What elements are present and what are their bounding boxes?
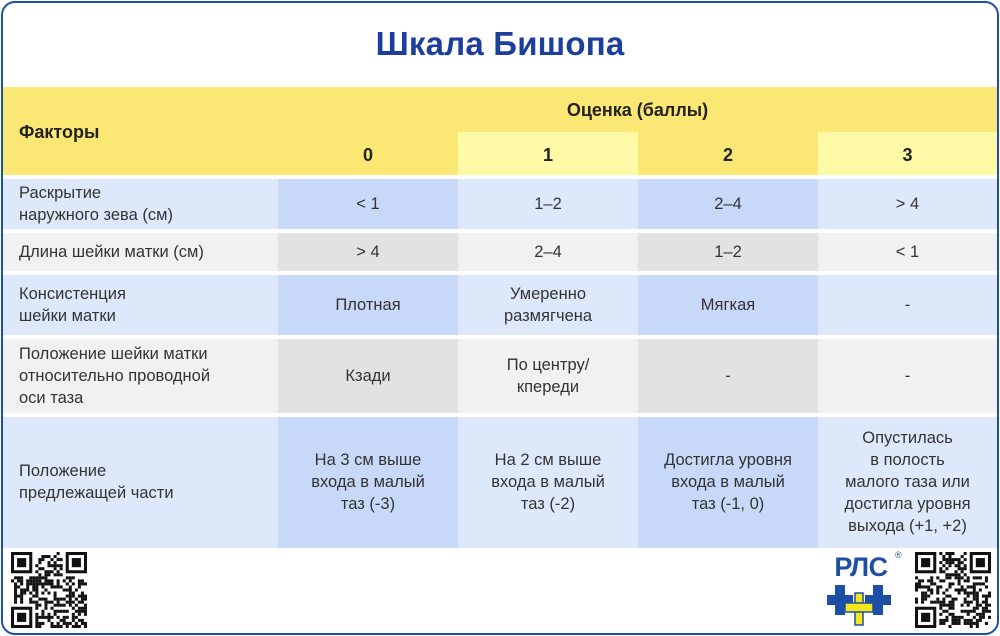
factor-cell-text: Положение предлежащей части xyxy=(19,461,174,502)
score-cell-text: 1–2 xyxy=(534,195,562,213)
score-cell xyxy=(818,231,997,273)
factor-cell-text: Длина шейки матки (см) xyxy=(19,243,204,261)
score-cell-text: Опустилась в полость малого таза или достигла уровня выхода (+1, +2) xyxy=(844,428,971,535)
factor-cell-text: Раскрытие наружного зева (см) xyxy=(19,184,173,224)
factor-cell xyxy=(3,273,278,337)
row-divider xyxy=(3,271,997,275)
score-cell xyxy=(818,337,997,415)
score-cell xyxy=(278,337,458,415)
score-cell-text: < 1 xyxy=(356,195,380,213)
score-header-text: Оценка (баллы) xyxy=(566,99,709,120)
score-column-0 xyxy=(278,132,458,177)
score-cell-text: 1–2 xyxy=(714,243,742,261)
factors-header xyxy=(3,87,278,177)
score-cell-text: 2–4 xyxy=(714,195,742,213)
factor-cell xyxy=(3,177,278,231)
rls-logo-text: РЛС xyxy=(834,552,888,582)
row-divider xyxy=(3,413,997,417)
score-cell-text: 2–4 xyxy=(534,243,562,261)
factors-header-text: Факторы xyxy=(19,122,100,142)
score-cell xyxy=(818,177,997,231)
score-cell-text: - xyxy=(904,367,911,385)
score-cell xyxy=(278,415,458,548)
row-divider xyxy=(3,229,997,233)
score-cell xyxy=(458,415,638,548)
score-column-1-text: 1 xyxy=(542,144,553,165)
score-cell xyxy=(278,273,458,337)
factor-cell xyxy=(3,415,278,548)
score-cell-text: > 4 xyxy=(895,195,920,213)
score-cell-text: Кзади xyxy=(345,367,391,385)
score-cell-text: На 3 см выше входа в малый таз (-3) xyxy=(311,450,425,513)
score-column-2 xyxy=(638,132,818,177)
score-column-1 xyxy=(458,132,638,177)
score-cell-text: - xyxy=(725,367,731,385)
registered-mark: ® xyxy=(895,550,902,560)
score-cell xyxy=(818,273,997,337)
score-column-0-text: 0 xyxy=(362,144,373,165)
score-cell-text: Умеренно размягчена xyxy=(503,285,593,325)
qr-code-left[interactable] xyxy=(11,552,87,628)
score-cell xyxy=(458,177,638,231)
score-cell-text: Достигла уровня входа в малый таз (-1, 0) xyxy=(664,450,792,513)
score-cell-text: > 4 xyxy=(356,243,380,261)
row-divider xyxy=(3,335,997,339)
score-cell xyxy=(458,337,638,415)
score-column-3 xyxy=(818,132,997,177)
score-cell xyxy=(818,415,997,548)
score-cell-text: < 1 xyxy=(895,243,920,261)
factor-cell xyxy=(3,231,278,273)
score-cell xyxy=(638,273,818,337)
rls-logo[interactable] xyxy=(825,552,905,628)
score-cell xyxy=(278,231,458,273)
score-cell-text: По центру/ кпереди xyxy=(506,356,590,396)
score-cell-text: Мягкая xyxy=(700,296,756,314)
score-cell xyxy=(458,273,638,337)
factor-cell xyxy=(3,337,278,415)
score-cell-text: Плотная xyxy=(335,296,401,314)
score-cell xyxy=(278,177,458,231)
factor-cell-text: Консистенция шейки матки xyxy=(19,285,126,325)
score-cell-text: - xyxy=(904,296,911,314)
rls-crosses-icon xyxy=(827,583,899,627)
factor-cell-text: Положение шейки матки относительно проводной оси таза xyxy=(19,345,211,407)
score-cell xyxy=(638,415,818,548)
score-column-2-text: 2 xyxy=(722,144,733,165)
score-column-3-text: 3 xyxy=(902,144,913,165)
score-header xyxy=(278,87,997,132)
bishop-score-card xyxy=(1,1,999,635)
score-cell xyxy=(458,231,638,273)
page-title: Шкала Бишопа xyxy=(375,25,625,62)
score-cell xyxy=(638,337,818,415)
row-divider xyxy=(3,175,997,179)
score-cell xyxy=(638,231,818,273)
score-cell xyxy=(638,177,818,231)
qr-code-right[interactable] xyxy=(915,552,991,628)
score-cell-text: На 2 см выше входа в малый таз (-2) xyxy=(491,450,605,513)
